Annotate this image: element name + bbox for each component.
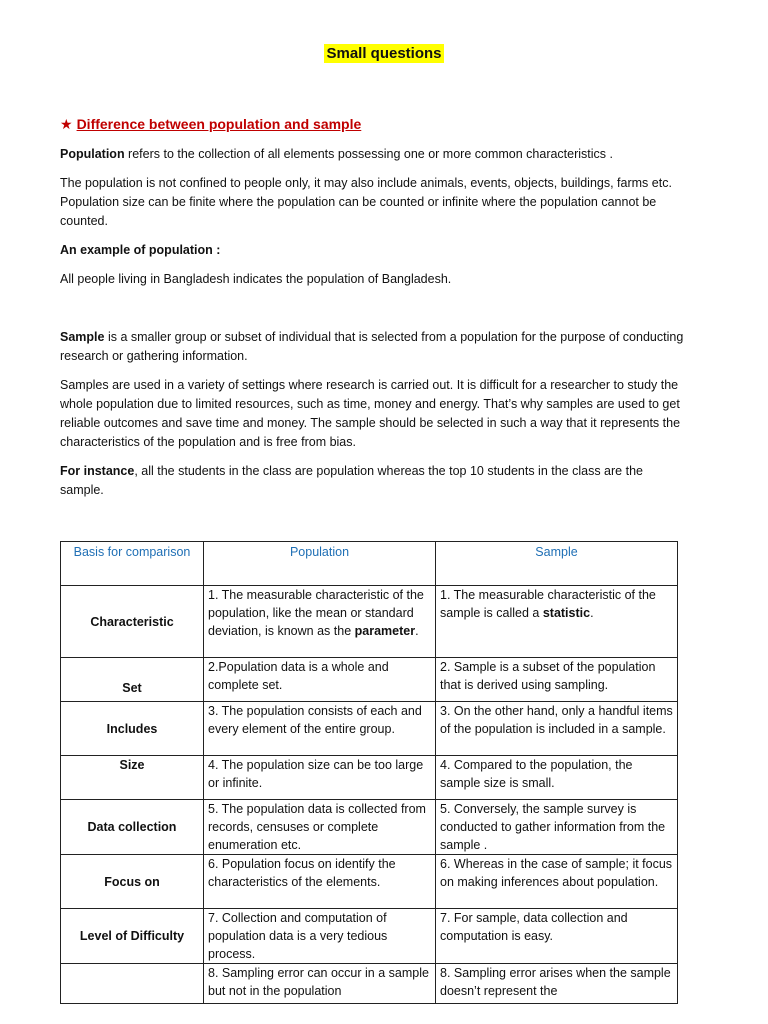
population-cell: 3. The population consists of each and every element of the entire group. (204, 702, 436, 756)
population-cell-end: . (415, 624, 419, 638)
table-row (61, 855, 678, 909)
population-cell: 7. Collection and computation of population data is a very tedious process. (204, 909, 436, 964)
sample-cell: 7. For sample, data collection and computation is easy. (436, 909, 678, 964)
sample-cell (436, 586, 678, 658)
star-icon: ★ (60, 116, 73, 132)
for-instance-label: For instance (60, 464, 135, 478)
sample-cell: 4. Compared to the population, the sample size is small. (436, 756, 678, 800)
population-cell: 8. Sampling error can occur in a sample but not in the population (204, 964, 436, 1004)
table-row (61, 909, 678, 964)
statistic-term: statistic (542, 606, 591, 620)
population-example-label: An example of population : (60, 243, 221, 257)
section-heading-text: Difference between population and sample (76, 116, 362, 132)
population-definition-text: refers to the collection of all elements possessing one or more common characteristics . (124, 147, 613, 161)
basis-cell: Data collection (61, 800, 204, 855)
table-row (61, 964, 678, 1004)
population-term: Population (60, 147, 125, 161)
basis-cell: Includes (61, 702, 204, 756)
basis-cell: Focus on (61, 855, 204, 909)
header-sample: Sample (436, 542, 678, 586)
population-cell: 5. The population data is collected from records, censuses or complete enumeration etc. (204, 800, 436, 855)
header-basis: Basis for comparison (61, 542, 204, 586)
sample-cell: 8. Sampling error arises when the sample doesn’t represent the (436, 964, 678, 1004)
for-instance-text: , all the students in the class are population whereas the top 10 students in the class are the sample. (60, 464, 643, 497)
table-row (61, 756, 678, 800)
header-population: Population (204, 542, 436, 586)
section-heading (60, 116, 361, 133)
table-header-row (61, 542, 678, 586)
sample-cell: 5. Conversely, the sample survey is conducted to gather information from the sample . (436, 800, 678, 855)
sample-description: Samples are used in a variety of settings where research is carried out. It is difficult for a researcher to study the whole population due to limited resources, such as time, money and energy. That’s why samples are used to get reliable outcomes and save time and money. The sample should be selected in such a way that it represents the characteristics of the population and is free from bias. (60, 378, 681, 449)
sample-cell-text: 1. The measurable characteristic of the sample is called a (440, 588, 656, 620)
table-row (61, 800, 678, 855)
basis-cell: Level of Difficulty (61, 909, 204, 964)
basis-cell: Size (61, 756, 204, 800)
parameter-term: parameter (354, 624, 416, 638)
sample-term: Sample (60, 330, 105, 344)
sample-cell: 3. On the other hand, only a handful items of the population is included in a sample. (436, 702, 678, 756)
sample-cell: 6. Whereas in the case of sample; it focus on making inferences about population. (436, 855, 678, 909)
sample-definition (60, 328, 685, 366)
population-cell (204, 586, 436, 658)
population-example-heading (60, 241, 685, 260)
sample-definition-text: is a smaller group or subset of individual that is selected from a population for the purpose of conducting research or gathering information. (60, 330, 684, 363)
sample-cell-end: . (590, 606, 594, 620)
title-wrapper (0, 44, 768, 63)
population-example: All people living in Bangladesh indicates the population of Bangladesh. (60, 272, 452, 286)
for-instance-paragraph (60, 462, 685, 500)
population-cell: 2.Population data is a whole and complete set. (204, 658, 436, 702)
population-cell: 6. Population focus on identify the characteristics of the elements. (204, 855, 436, 909)
sample-cell: 2. Sample is a subset of the population that is derived using sampling. (436, 658, 678, 702)
table-row (61, 586, 678, 658)
basis-cell: Characteristic (61, 586, 204, 658)
population-cell: 4. The population size can be too large or infinite. (204, 756, 436, 800)
page-title: Small questions (326, 45, 442, 62)
population-cell-text: 1. The measurable characteristic of the population, like the mean or standard deviation, is known as the (208, 588, 424, 638)
population-definition (60, 145, 685, 164)
comparison-table (60, 541, 678, 1004)
population-description: The population is not confined to people only, it may also include animals, events, objects, buildings, farms etc. Population size can be finite where the population can be counted or infinite where the population cannot be counted. (60, 176, 672, 228)
table-row (61, 702, 678, 756)
basis-cell: Set (61, 658, 204, 702)
table-row (61, 658, 678, 702)
basis-cell (61, 964, 204, 1004)
